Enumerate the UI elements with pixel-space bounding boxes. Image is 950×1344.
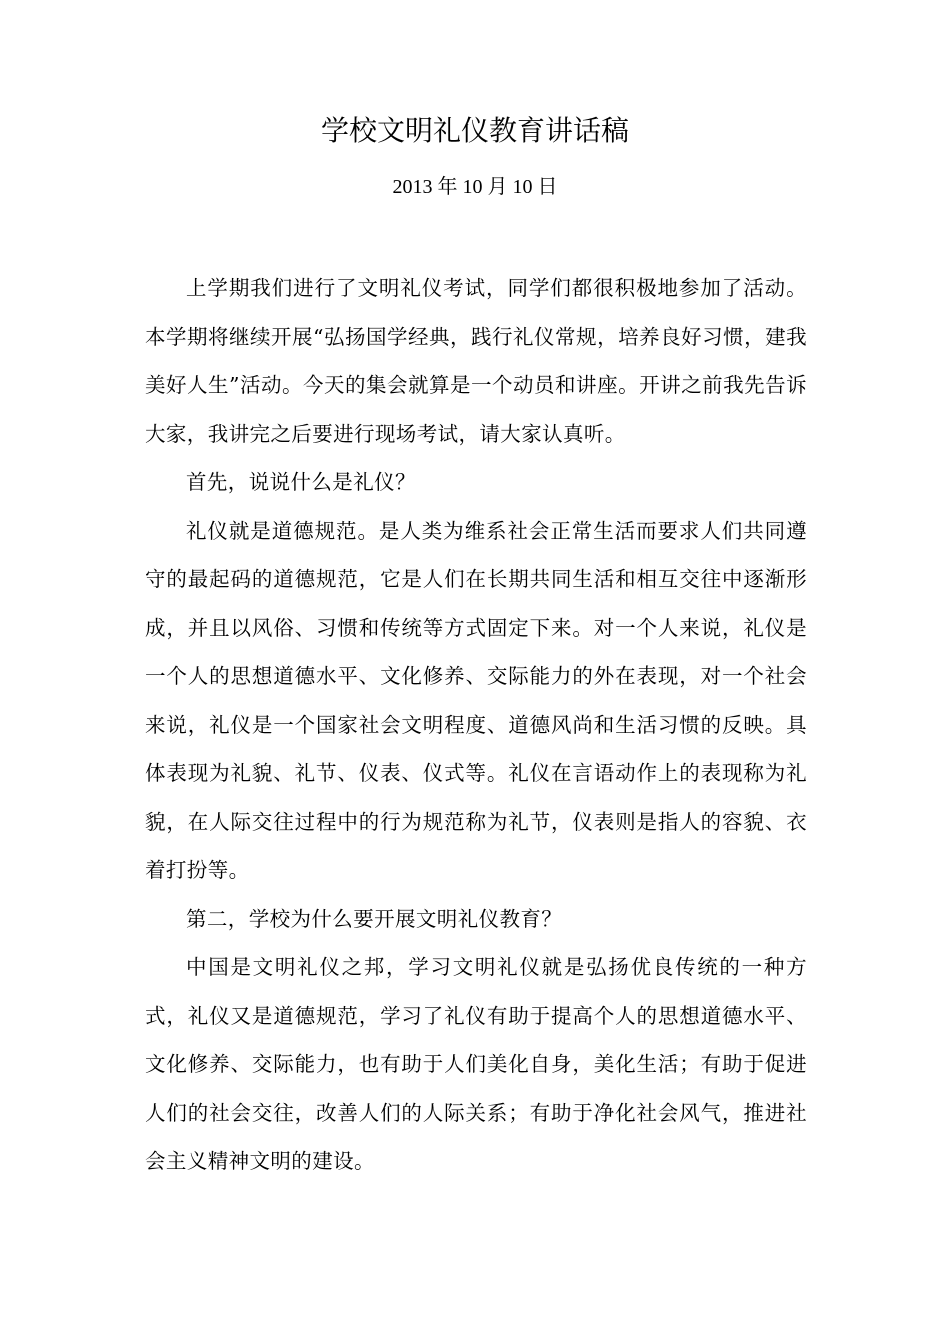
paragraph-etiquette-purpose: 中国是文明礼仪之邦，学习文明礼仪就是弘扬优良传统的一种方式，礼仪又是道德规范，学习了礼仪有助于提高个人的思想道德水平、文化修养、交际能力，也有助于人们美化自身，美化生活；有助于促进人们的社会交往，改善人们的人际关系；有助于净化社会风气，推进社会主义精神文明的建设。 <box>145 955 807 1173</box>
paragraph-heading-first: 首先，说说什么是礼仪？ <box>186 470 416 494</box>
document-date: 2013 年 10 月 10 日 <box>392 176 558 198</box>
document-title: 学校文明礼仪教育讲话稿 <box>320 114 629 147</box>
document-body <box>145 264 807 1186</box>
paragraph-heading-second: 第二，学校为什么要开展文明礼仪教育？ <box>186 906 563 931</box>
paragraph-etiquette-definition: 礼仪就是道德规范。是人类为维系社会正常生活而要求人们共同遵守的最起码的道德规范，它是人们在长期共同生活和相互交往中逐渐形成，并且以风俗、习惯和传统等方式固定下来。对一个人来说，礼仪是一个人的思想道德水平、文化修养、交际能力的外在表现，对一个社会来说，礼仪是一个国家社会文明程度、道德风尚和生活习惯的反映。具体表现为礼貌、礼节、仪表、仪式等。礼仪在言语动作上的表现称为礼貌，在人际交往过程中的行为规范称为礼节，仪表则是指人的容貌、衣着打扮等。 <box>145 518 807 882</box>
paragraph-intro: 上学期我们进行了文明礼仪考试，同学们都很积极地参加了活动。本学期将继续开展“弘扬国学经典，践行礼仪常规，培养良好习惯，建我美好人生”活动。今天的集会就算是一个动员和讲座。开讲之前我先告诉大家，我讲完之后要进行现场考试，请大家认真听。 <box>145 276 807 446</box>
